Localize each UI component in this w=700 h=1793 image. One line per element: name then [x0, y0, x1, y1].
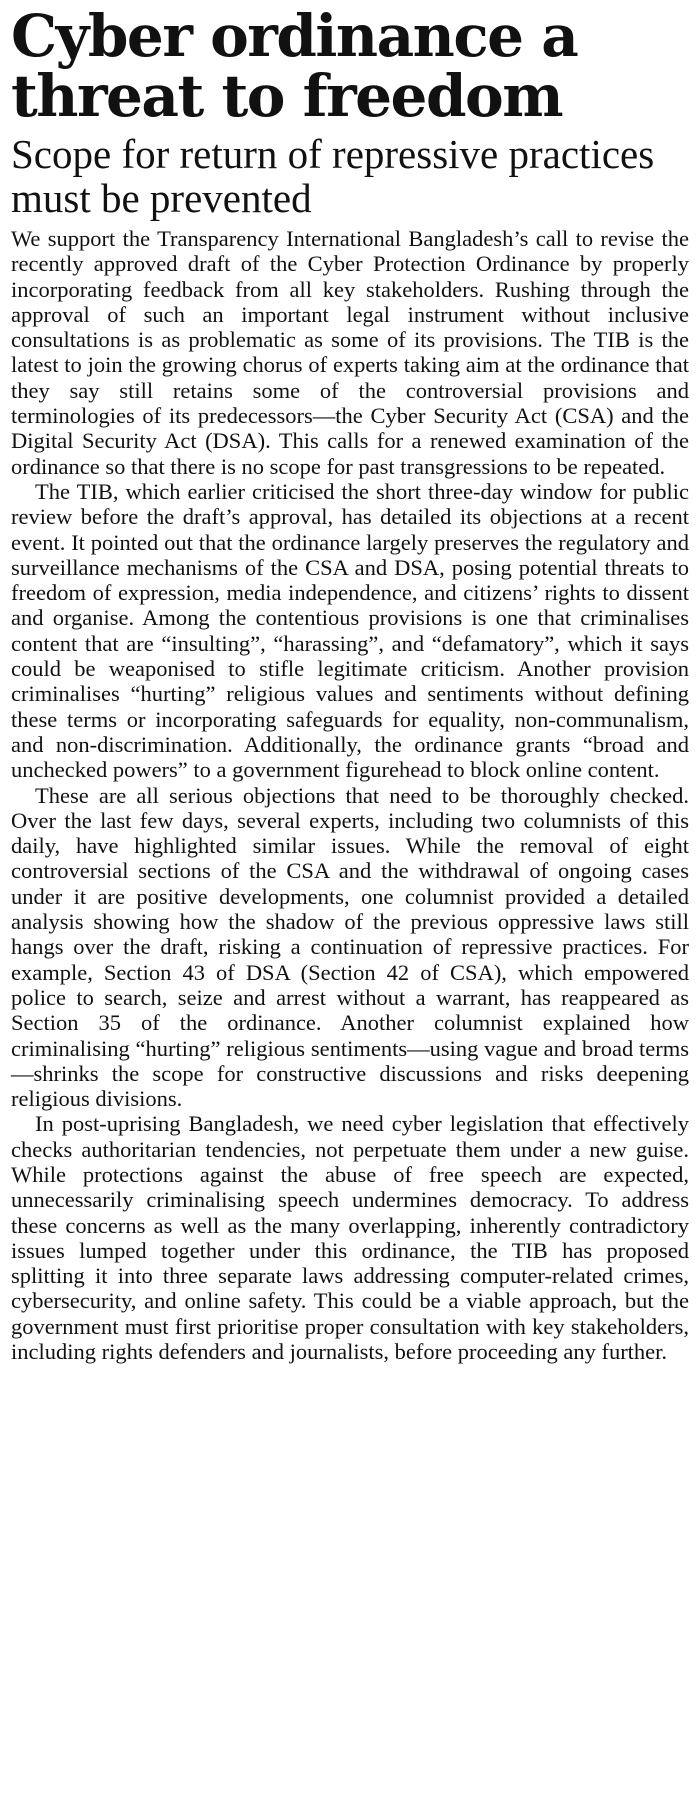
- paragraph-2: The TIB, which earlier criticised the short three-day window for public review before the draft’s approval, has detailed its objections at a recent event. It pointed out that the ordinance largely preserves the regulatory and surveillance mechanisms of the CSA and DSA, posing potential threats to freedom of expression, media independence, and citizens’ rights to dissent and organise. Among the contentious provisions is one that criminalises content that are “insulting”, “harassing”, and “defamatory”, which it says could be weaponised to stifle legitimate criticism. Another provision criminalises “hurting” religious values and sentiments without defining these terms or incorporating safeguards for equality, non-communalism, and non-discrimination. Additionally, the ordinance grants “broad and unchecked powers” to a government figurehead to block online content.: [11, 478, 689, 783]
- paragraph-1: We support the Transparency International Bangladesh’s call to revise the recently approved draft of the Cyber Protection Ordinance by properly incorporating feedback from all key stakeholders. Rushing through the approval of such an important legal instrument without inclusive consultations is as problematic as some of its provisions. The TIB is the latest to join the growing chorus of experts taking aim at the ordinance that they say still retains some of the controversial provisions and terminologies of its predecessors—the Cyber Security Act (CSA) and the Digital Security Act (DSA). This calls for a renewed examination of the ordinance so that there is no scope for past transgressions to be repeated.: [11, 226, 689, 479]
- paragraph-4: In post-uprising Bangladesh, we need cyber legislation that effectively checks authoritarian tendencies, not perpetuate them under a new guise. While protections against the abuse of free speech are expected, unnecessarily criminalising speech undermines democracy. To address these concerns as well as the many overlapping, inherently contradictory issues lumped together under this ordinance, the TIB has proposed splitting it into three separate laws addressing computer-related crimes, cybersecurity, and online safety. This could be a viable approach, but the government must first prioritise proper consultation with key stakeholders, including rights defenders and journalists, before proceeding any further.: [11, 1111, 689, 1365]
- subheadline: Scope for return of repressive practices must be prevented: [11, 131, 655, 221]
- article-body: [11, 226, 689, 1364]
- headline: Cyber ordinance a threat to freedom: [11, 2, 578, 130]
- paragraph-3: These are all serious objections that need to be thoroughly checked. Over the last few days, several experts, including two columnists of this daily, have highlighted similar issues. While the removal of eight controversial sections of the CSA and the withdrawal of ongoing cases under it are positive developments, one columnist provided a detailed analysis showing how the shadow of the previous oppressive laws still hangs over the draft, risking a continuation of repressive practices. For example, Section 43 of DSA (Section 42 of CSA), which empowered police to search, seize and arrest without a warrant, has reappeared as Section 35 of the ordinance. Another columnist explained how criminalising “hurting” religious sentiments—using vague and broad terms—shrinks the scope for constructive discussions and risks deepening religious divisions.: [11, 782, 689, 1112]
